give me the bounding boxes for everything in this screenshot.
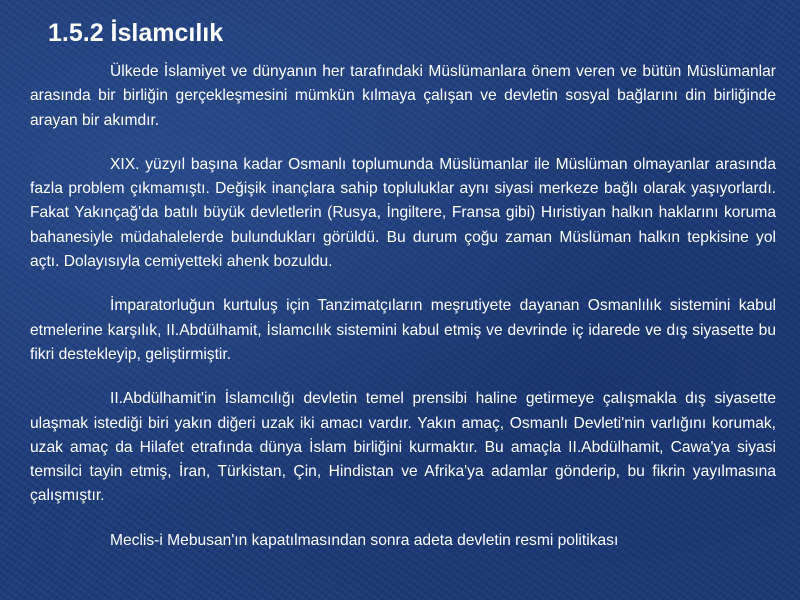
paragraph-3: İmparatorluğun kurtuluş için Tanzimatçıların meşrutiyete dayanan Osmanlılık sistemini kabul etmelerine karşılık, II.Abdülhamit, İslamcılık sistemini kabul etmiş ve devrinde iç idarede ve dış siyasette bu fikri destekleyip, geliştirmiştir. xyxy=(30,297,776,363)
paragraph-5: Meclis-i Mebusan'ın kapatılmasından sonra adeta devletin resmi politikası xyxy=(110,531,619,549)
slide-title: 1.5.2 İslamcılık xyxy=(48,19,224,47)
paragraph-1: Ülkede İslamiyet ve dünyanın her tarafındaki Müslümanlara önem veren ve bütün Müslümanlar arasında bir birliğin gerçekleşmesini mümkün kılmaya çalışan ve devletin sosyal bağlarını din birliğinde arayan bir akımdır. xyxy=(30,63,776,129)
paragraph-2: XIX. yüzyıl başına kadar Osmanlı toplumunda Müslümanlar ile Müslüman olmayanlar arasında fazla problem çıkmamıştı. Değişik inançlara sahip topluluklar aynı siyasi merkeze bağlı olarak yaşıyorlardı. Fakat Yakınçağ'da batılı büyük devletlerin (Rusya, İngiltere, Fransa gibi) Hıristiyan halkın haklarını koruma bahanesiyle müdahalelerde bulundukları görüldü. Bu durum çoğu zaman Müslüman halkın tepkisine yol açtı. Dolayısıyla cemiyetteki ahenk bozuldu. xyxy=(30,155,776,271)
slide-body xyxy=(30,60,776,573)
paragraph-4: II.Abdülhamit'in İslamcılığı devletin temel prensibi haline getirmeye çalışmakla dış siyasette ulaşmak istediği biri yakın diğeri uzak iki amacı vardır. Yakın amaç, Osmanlı Devleti'nin varlığını korumak, uzak amaç da Hilafet etrafında dünya İslam birliğini kurmaktır. Bu amaçla II.Abdülhamit, Cawa'ya siyasi temsilci tayin etmiş, İran, Türkistan, Çin, Hindistan ve Afrika'ya adamlar gönderip, bu fikrin yayılmasına çalışmıştır. xyxy=(30,390,776,505)
